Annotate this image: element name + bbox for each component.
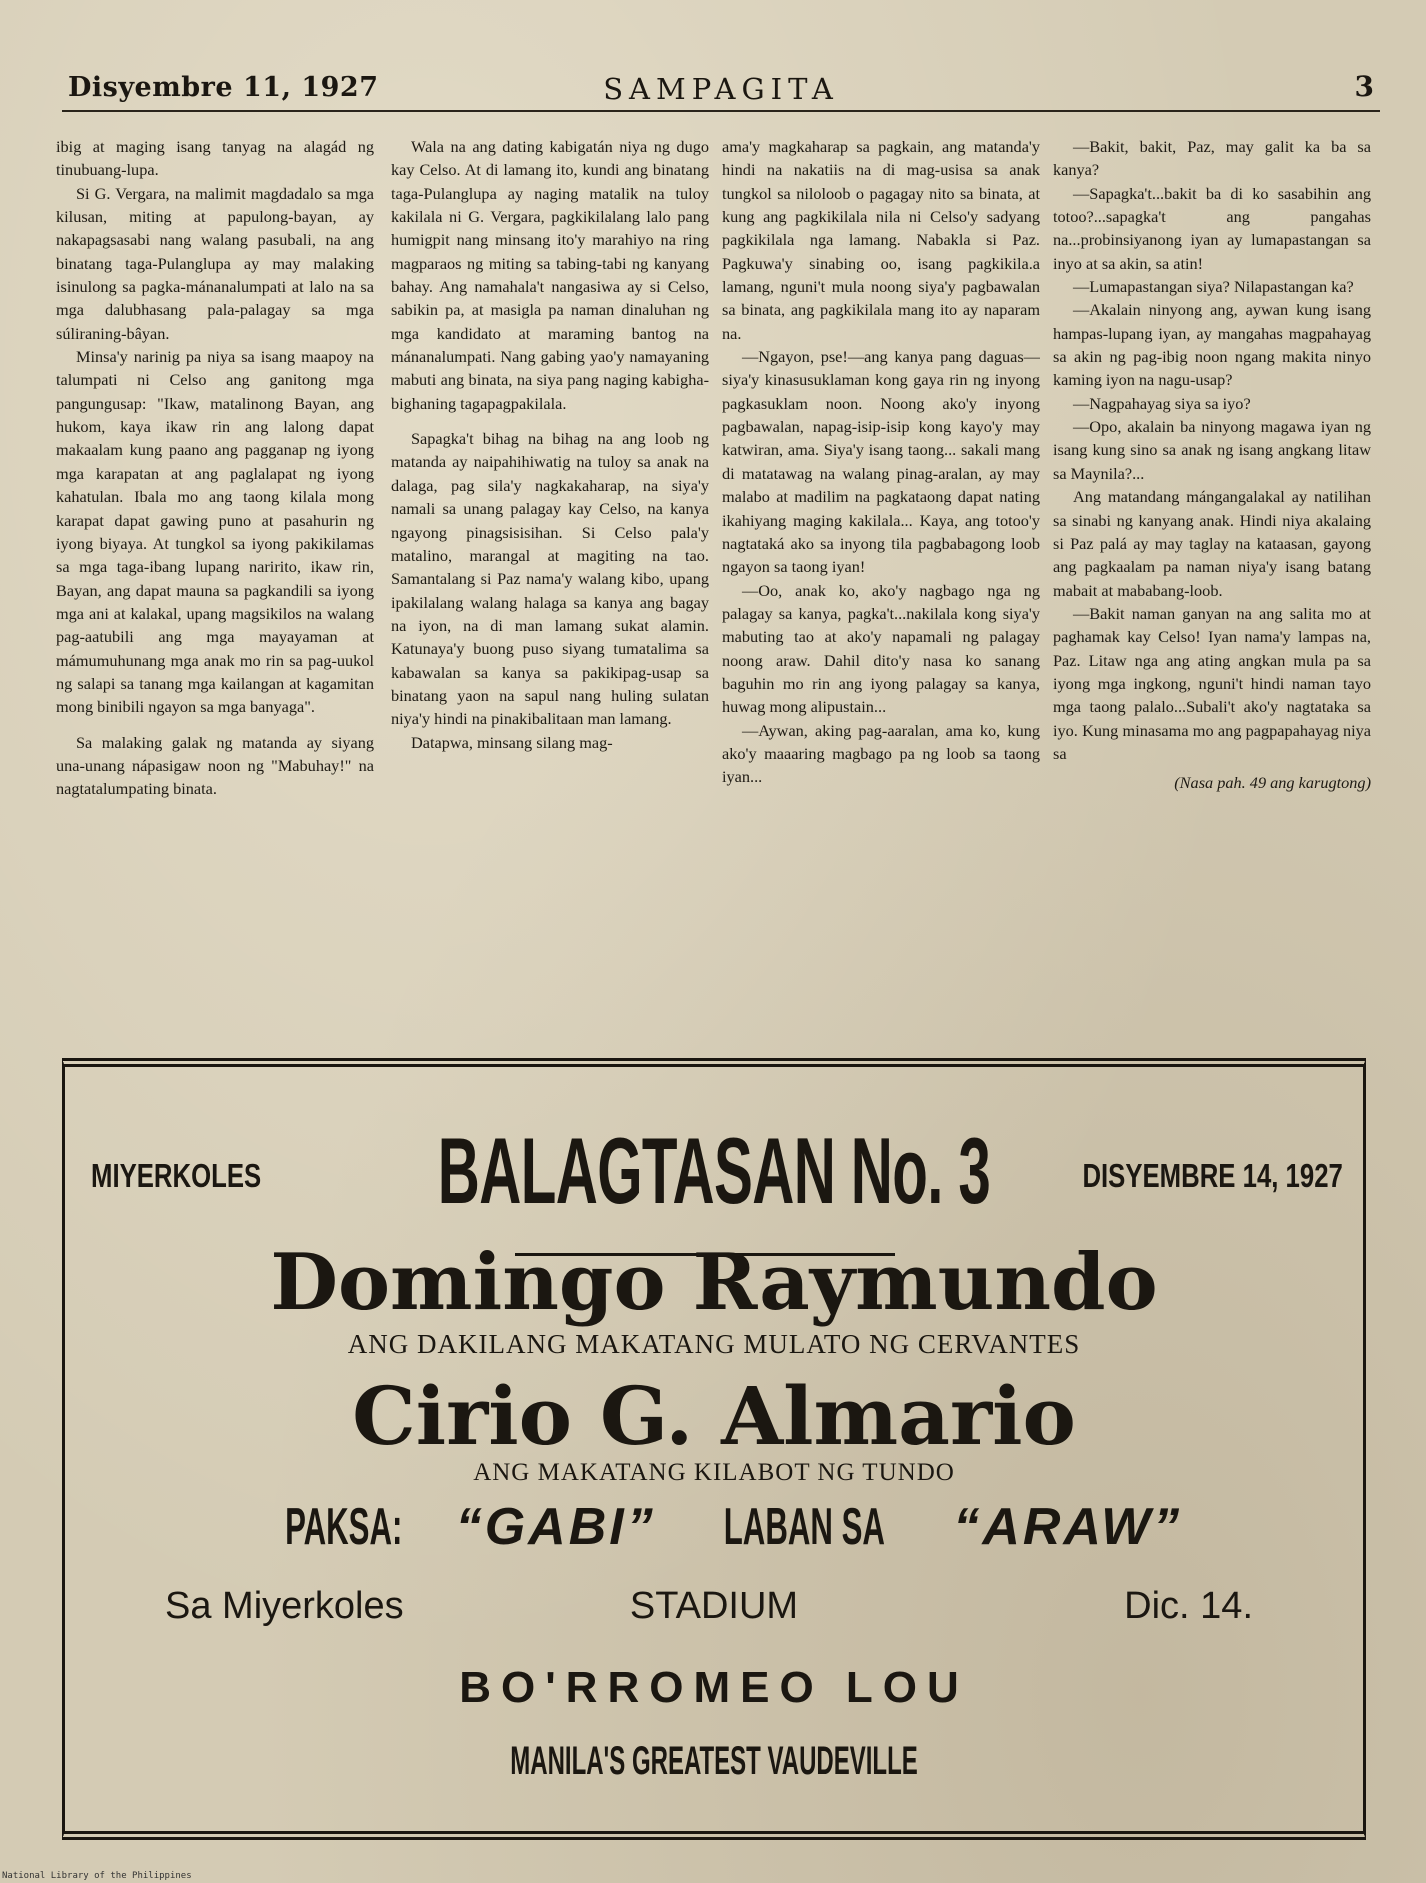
topic-label: PAKSA: xyxy=(284,1498,403,1556)
article-column-2 xyxy=(391,135,709,1040)
debate-topic xyxy=(65,1497,1363,1557)
event-day: Sa Miyerkoles xyxy=(165,1585,404,1627)
topic-a: “GABI” xyxy=(455,1498,656,1556)
paragraph: —Oo, anak ko, ako'y nagbago nga ng palagay sa kanya, pagka't...nakilala kong siya'y mabuting tao at ako'y napamali ng palagay noong araw. Dahil dito'y nasa ko sanang baguhin mo rin ang iyong palagay sa kanya, huwag mong alipustain... xyxy=(722,580,1040,717)
issue-date: Disyembre 11, 1927 xyxy=(68,72,379,103)
ad-title: BALAGTASAN No. 3 xyxy=(437,1118,991,1223)
article-body xyxy=(48,135,1378,1040)
poet-1-description: ANG DAKILANG MAKATANG MULATO NG CERVANTES xyxy=(347,1329,1081,1359)
paragraph: Sapagka't bihag na bihag na ang loob ng matanda ay naipahihiwatig na tuloy sa anak na dalaga, pag sila'y nagkakaharap, na siya'y namali sa unang palagay kay Celso, na kanya ngayong pinagsisisihan. Si Celso pala'y matalino, marangal at magiting na tao. Samantalang si Paz nama'y walang kibo, upang ipakilalang walang halaga sa kanya ang bagay na iyon, na di man lamang sukat alamin. Katunaya'y buong puso siyang tumatalima sa kabawalan sa kanya sa pakikipag-usap sa binatang yaon na sapul nang huling sulatan niya'y hindi na pinakibalitaan man lamang. xyxy=(391,429,709,729)
paragraph: —Lumapastangan siya? Nilapastangan ka? xyxy=(1073,277,1354,297)
topic-b: “ARAW” xyxy=(953,1498,1183,1556)
poet-2-description: ANG MAKATANG KILABOT NG TUNDO xyxy=(473,1459,955,1486)
performer-name: BO'RROMEO LOU xyxy=(459,1663,969,1712)
article-column-1 xyxy=(56,135,374,1040)
paragraph: —Bakit naman ganyan na ang salita mo at paghamak kay Celso! Iyan nama'y lampas na, Paz. Litaw nga ang ating angkan mula pa sa iyong mga ingkong, nguni't hindi naman tayo mga taong palalo...Subali't ako'y nagtataka sa iyo. Kung minasama mo ang pagpapahayag niya sa xyxy=(1053,603,1371,763)
paragraph: Datapwa, minsang silang mag- xyxy=(411,732,613,752)
topic-versus: LABAN SA xyxy=(723,1498,886,1556)
paragraph: ama'y magkaharap sa pagkain, ang matanda'y hindi na nakatiis na di mag-usisa sa anak tungkol sa niloloob o pagagay nito sa binata, at kung ang pagkikilala nila ni Celso'y sadyang pagkikilala nga lamang. Nabakla si Paz. Pagkuwa'y sinabing oo, isang pagkikila.a lamang, nguni't mula noong siya'y pagbawalan sa binata, ang pagkikilala mang ito ay naparam na. xyxy=(722,137,1040,343)
paragraph: ibig at maging isang tanyag na alagád ng tinubuang-lupa. xyxy=(56,137,374,180)
paragraph: —Ngayon, pse!—ang kanya pang daguas—siya'y kinasusuklaman kong gaya rin ng inyong pagkasuklam noon. Noong ako'y inyong pagbawalan, napag-isip-isip kong kayo'y may katwiran, ama. Siya'y isang taong... sakali mang di matatawag na walang pinag-aralan, ay may malabo at madilim na pagkataong dapat nating ikahiyang maging kakilala... Kaya, ang totoo'y nagtataká ako sa inyong tila pagbabagong loob ngayon sa taong iyan! xyxy=(722,347,1040,577)
ad-day-label: MIYERKOLES xyxy=(91,1157,262,1194)
paragraph: Wala na ang dating kabigatán niya ng dugo kay Celso. At di lamang ito, kundi ang binatang taga-Pulanglupa ay naging matalik na tuloy kakilala ni G. Vergara, pagkikilalang lalo pang humigpit nang minsang ito'y marahiyo na ring magparaos ng miting sa tabing-tabi ng kanyang bahay. Ang namahala't nangasiwa ay si Celso, sabikin pa, at masigla pa naman dinaluhan ng mga kandidato at maraming bantog na mánanalumpati. Nang gabing yao'y namayaning mabuti ang binata, na siya pang naging kabigha-bighaning tagapagpakilala. xyxy=(391,137,709,413)
paragraph: —Bakit, bakit, Paz, may galit ka ba sa kanya? xyxy=(1053,137,1371,180)
magazine-title: SAMPAGITA xyxy=(603,72,839,106)
paragraph: —Nagpahayag siya sa iyo? xyxy=(1073,393,1251,413)
event-date: Dic. 14. xyxy=(1124,1585,1253,1627)
paragraph: —Aywan, aking pag-aaralan, ama ko, kung ako'y maaaring magbago pa ng loob sa taong iyan... xyxy=(722,720,1040,787)
paragraph: Ang matandang mángangalakal ay natilihan sa sinabi ng kanyang anak. Hindi niya akalaing si Paz palá ay may taglay na kataasan, gayong ang pagkaalam pa naman niya'y isang batang mabait at mababang-loob. xyxy=(1053,487,1371,600)
poet-2-name: Cirio G. Almario xyxy=(352,1369,1076,1463)
poet-1-name: Domingo Raymundo xyxy=(270,1237,1158,1328)
performer-tagline: MANILA'S GREATEST VAUDEVILLE xyxy=(510,1739,918,1783)
balagtasan-advertisement xyxy=(62,1058,1366,1840)
continuation-note: (Nasa pah. 49 ang karugtong) xyxy=(1174,773,1371,793)
paragraph: —Opo, akalain ba ninyong magawa iyan ng isang kung sino sa anak ng isang angkang litaw sa Maynila?... xyxy=(1053,417,1371,483)
article-column-3 xyxy=(722,135,1040,1040)
paragraph: Sa malaking galak ng matanda ay siyang una-unang nápasigaw noon ng "Mabuhay!" na nagtatalumpating binata. xyxy=(56,732,374,799)
article-column-4 xyxy=(1053,135,1371,1040)
paragraph: —Akalain ninyong ang, aywan kung isang hampas-lupang iyan, ay mangahas magpahayag sa akin ng pag-ibig noon ngang makita ninyo kaming iyon na nagu-usap? xyxy=(1053,300,1371,390)
page-number: 3 xyxy=(1354,70,1374,103)
paragraph: Minsa'y narinig pa niya sa isang maapoy na talumpati ni Celso ang ganitong mga pangungusap: "Ikaw, matalinong Bayan, ang hukom, kaya ikaw rin ang lalong dapat makaalam kung paano ang pagganap ng iyong mga karapatan at ang paglalapat ng iyong kahatulan. Ibala mo ang taong kilala mong karapat dapat gawing puno at pasahurin ng iyong biyaya. At tungkol sa iyong pakikilamas sa mga taga-ibang lupang naririto, ikaw rin, Bayan, ang dapat mauna sa pagkandili sa iyong mga ani at kalakal, upang magsikilos na walang pag-aatubili ang mga mayayaman at mámumuhunang mga anak mo rin sa pag-uukol ng salapi sa tanang mga kailangan at kagamitan mong binibili ngayon sa mga banyaga". xyxy=(56,347,374,717)
event-venue: STADIUM xyxy=(629,1585,799,1627)
paragraph: Si G. Vergara, na malimit magdadalo sa mga kilusan, miting at papulong-bayan, ay nakapagsasabi nang walang pasubali, na ang binatang taga-Pulanglupa ay may malaking isinulong sa pagka-mánanalumpati at lalo na sa mga dalubhasang pala-palagay sa mga súliraning-bâyan. xyxy=(56,183,374,343)
page-header xyxy=(62,66,1380,112)
paragraph: —Sapagka't...bakit ba di ko sasabihin ang totoo?...sapagka't ang pangahas na...probinsiyanong iyan ay lumapastangan sa inyo at sa akin, sa atin! xyxy=(1053,183,1371,273)
ad-date-label: DISYEMBRE 14, 1927 xyxy=(1082,1157,1343,1194)
archive-credit: National Library of the Philippines xyxy=(2,1871,192,1881)
